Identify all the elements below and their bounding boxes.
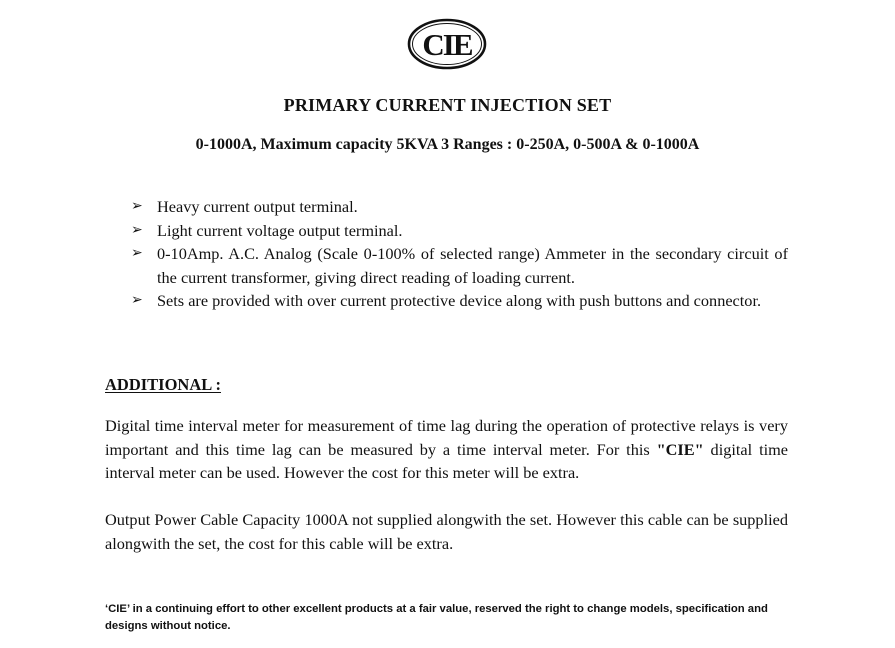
para-text: digital time interval meter can be used. However the cost for this meter will be extra. <box>105 439 789 482</box>
footnote-disclaimer: ‘CIE’ in a continuing effort to other excellent products at a fair value, reserved the right to change models, specification and designs without notice. <box>105 603 768 632</box>
additional-paragraph-cable: Output Power Cable Capacity 1000A not supplied alongwith the set. However this cable can be supplied alongwith the set, the cost for this cable will be extra. <box>105 510 788 553</box>
feature-text: Light current voltage output terminal. <box>157 220 403 240</box>
svg-text:CIE: CIE <box>422 27 472 62</box>
arrow-bullet-icon: ➢ <box>131 245 143 261</box>
para-text: Digital time interval meter for measurement of time lag during the operation of protective relays is very important and this time lag can be measured by a time interval meter. For this <box>105 416 788 459</box>
brand-name: "CIE" <box>656 439 704 459</box>
arrow-bullet-icon: ➢ <box>131 221 143 238</box>
feature-item <box>131 289 788 313</box>
page-title: PRIMARY CURRENT INJECTION SET <box>283 95 612 115</box>
additional-paragraph-meter <box>105 414 788 485</box>
feature-text: Sets are provided with over current protective device along with push buttons and connector. <box>157 291 762 310</box>
arrow-bullet-icon: ➢ <box>131 198 143 214</box>
additional-heading: ADDITIONAL : <box>105 375 221 394</box>
page-subtitle: 0-1000A, Maximum capacity 5KVA 3 Ranges : 0-250A, 0-500A & 0-1000A <box>195 136 700 153</box>
arrow-bullet-icon: ➢ <box>131 292 143 308</box>
feature-text: 0-10Amp. A.C. Analog (Scale 0-100% of selected range) Ammeter in the secondary circuit of the current transformer, giving direct reading of loading current. <box>157 244 788 287</box>
feature-item <box>131 242 788 289</box>
feature-item <box>131 195 788 219</box>
feature-list <box>131 195 788 313</box>
cie-logo <box>407 18 487 70</box>
feature-text: Heavy current output terminal. <box>157 197 358 216</box>
feature-item <box>131 219 788 243</box>
